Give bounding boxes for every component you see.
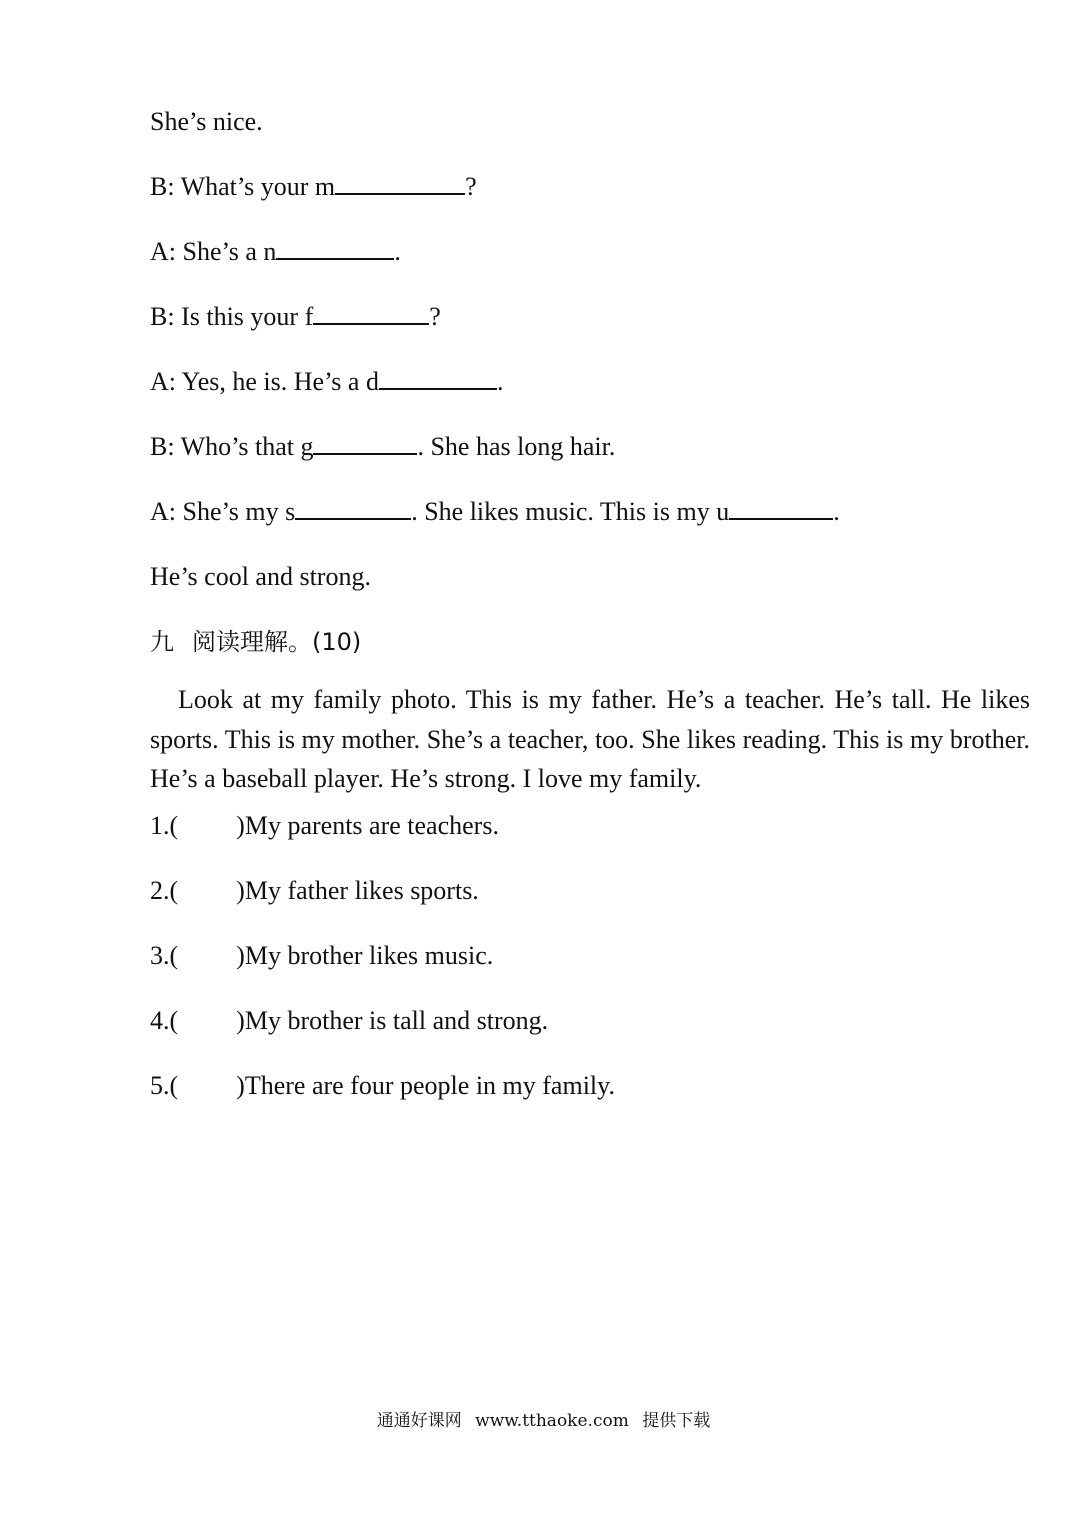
dialogue-line-1 <box>150 106 263 138</box>
question-paren-close: ) <box>236 811 245 840</box>
dialogue-text: A: She’s a n <box>150 237 277 266</box>
question-text: My brother likes music. <box>244 941 494 970</box>
page-footer <box>0 1410 1087 1432</box>
question-number: 5.( <box>150 1071 179 1100</box>
question-number: 1.( <box>150 811 179 840</box>
dialogue-text: B: Is this your f <box>150 302 314 331</box>
dialogue-text: She’s nice. <box>150 107 263 136</box>
dialogue-text: A: Yes, he is. He’s a d <box>150 367 379 396</box>
answer-blank <box>313 301 429 325</box>
dialogue-line-3 <box>150 236 401 268</box>
question-text: There are four people in my family. <box>244 1071 615 1100</box>
dialogue-line-2 <box>150 171 477 203</box>
question-number: 3.( <box>150 941 179 970</box>
footer-url[interactable]: www.tthaoke.com <box>475 1411 629 1431</box>
reading-passage <box>150 680 1030 799</box>
question-paren-close: ) <box>236 1006 245 1035</box>
answer-blank <box>313 431 417 455</box>
footer-site-name: 通通好课网 <box>376 1411 462 1431</box>
question-2 <box>150 875 479 907</box>
question-text: My brother is tall and strong. <box>244 1006 549 1035</box>
dialogue-text: ? <box>465 172 477 201</box>
answer-blank <box>276 236 394 260</box>
passage-text: Look at my family photo. This is my father. He’s a teacher. He’s tall. He likes sports. This is my mother. She’s a teacher, too. She likes reading. This is my brother. He’s a baseball player. He’s strong. I love my family. <box>150 685 1030 793</box>
dialogue-text: . <box>394 237 401 266</box>
dialogue-text: He’s cool and strong. <box>150 562 371 591</box>
answer-blank <box>379 366 497 390</box>
question-number: 2.( <box>150 876 179 905</box>
section-title: 阅读理解。(10) <box>192 628 362 656</box>
question-text: My father likes sports. <box>244 876 479 905</box>
answer-blank <box>295 496 411 520</box>
dialogue-line-7 <box>150 496 840 528</box>
section-heading <box>150 626 361 658</box>
question-3 <box>150 940 493 972</box>
dialogue-line-6 <box>150 431 615 463</box>
dialogue-text: A: She’s my s <box>150 497 296 526</box>
question-text: My parents are teachers. <box>244 811 499 840</box>
dialogue-text: . She likes music. This is my u <box>411 497 730 526</box>
dialogue-text: B: Who’s that g <box>150 432 314 461</box>
dialogue-text: . <box>833 497 840 526</box>
dialogue-line-8 <box>150 561 371 593</box>
dialogue-line-4 <box>150 301 441 333</box>
question-4 <box>150 1005 548 1037</box>
question-paren-close: ) <box>236 1071 245 1100</box>
dialogue-line-5 <box>150 366 503 398</box>
dialogue-text: B: What’s your m <box>150 172 336 201</box>
question-paren-close: ) <box>236 941 245 970</box>
question-1 <box>150 810 499 842</box>
answer-blank <box>335 171 465 195</box>
question-number: 4.( <box>150 1006 179 1035</box>
answer-blank <box>729 496 833 520</box>
section-number: 九 <box>150 628 174 656</box>
footer-suffix: 提供下载 <box>642 1411 711 1431</box>
question-5 <box>150 1070 615 1102</box>
dialogue-text: . <box>496 367 504 396</box>
question-paren-close: ) <box>236 876 245 905</box>
dialogue-text: ? <box>429 302 441 331</box>
dialogue-text: . She has long hair. <box>417 432 616 461</box>
